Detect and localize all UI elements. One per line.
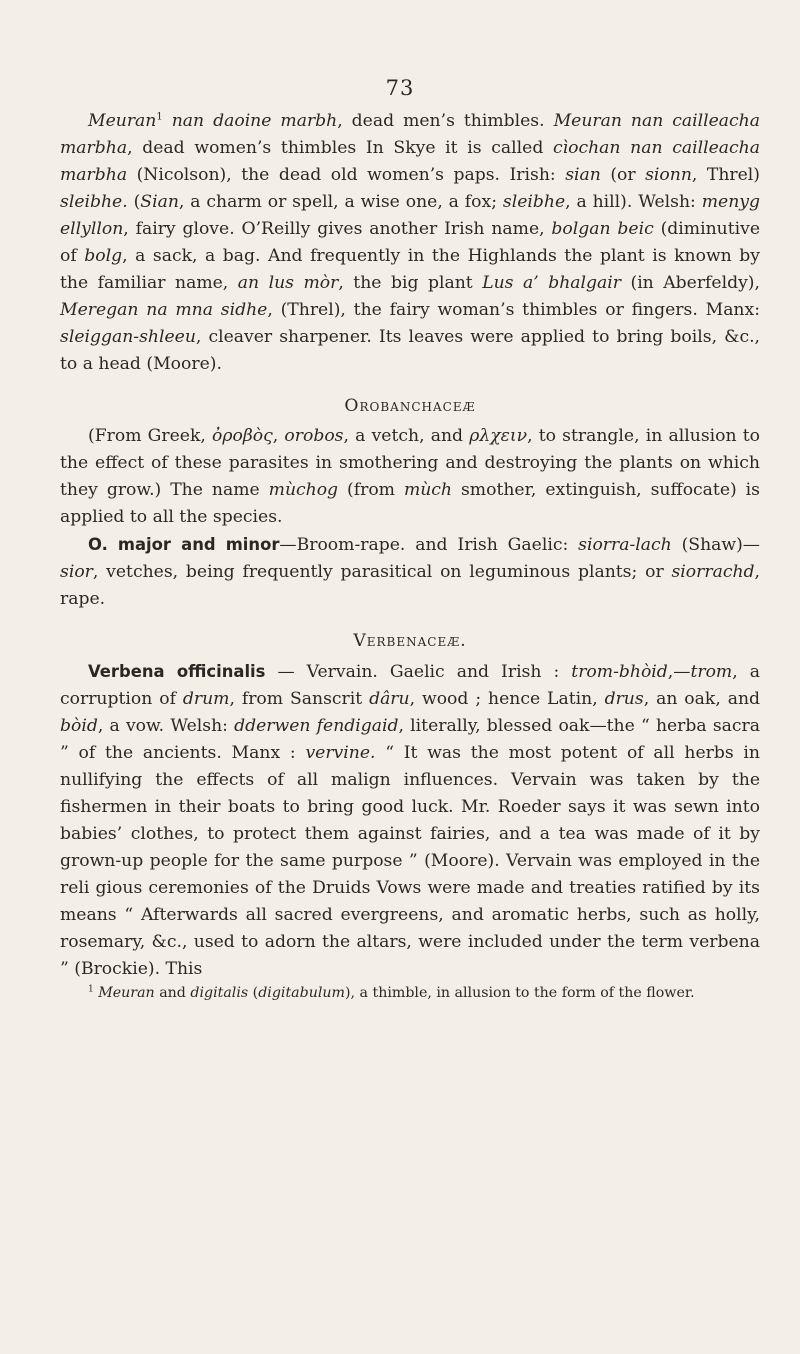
text-run: ,— bbox=[667, 662, 691, 682]
italic-term: Sian bbox=[140, 192, 179, 212]
italic-term: vervine. bbox=[305, 743, 376, 763]
text-run: (in Aberfeldy), bbox=[620, 273, 760, 293]
italic-term: cìochan nan cailleacha marbha bbox=[60, 138, 760, 185]
species-name: O. major and minor bbox=[88, 535, 280, 554]
text-run: , the big plant bbox=[338, 273, 483, 293]
paragraph-orobanche-species bbox=[60, 531, 760, 613]
italic-term: trom bbox=[690, 662, 733, 682]
text-run: smother, extinguish, suffocate) is applied to all the species. bbox=[60, 480, 760, 527]
italic-term: Meuran nan cailleacha marbha bbox=[60, 111, 760, 158]
text-run: , Threl) bbox=[691, 165, 760, 185]
italic-term: drum bbox=[182, 689, 230, 709]
text-run: ), a thimble, in allusion to the form of the flower. bbox=[344, 985, 695, 1001]
page-number: 73 bbox=[385, 76, 415, 100]
italic-term: siorrachd bbox=[671, 562, 755, 582]
text-run: , fairy glove. O’Reilly gives another Irish name, bbox=[123, 219, 552, 239]
text-run: (or bbox=[600, 165, 646, 185]
section-heading-verbenaceae: Verbenaceæ. bbox=[353, 631, 467, 651]
text-run bbox=[163, 111, 172, 131]
text-run: , cleaver sharpener. Its leaves were applied to bring boils, &c., to a head (Moore). bbox=[60, 327, 760, 374]
text-run: , bbox=[272, 426, 285, 446]
text-run: , literally, blessed oak—the “ herba sacra ” of the ancients. Manx : bbox=[60, 716, 760, 763]
text-run: , from Sanscrit bbox=[229, 689, 370, 709]
italic-term: digitalis bbox=[190, 985, 249, 1001]
italic-term: mùch bbox=[403, 480, 453, 500]
paragraph-orobanchaceae-etymology bbox=[60, 423, 760, 531]
footnote-marker: 1 bbox=[156, 111, 163, 123]
italic-term: Meuran bbox=[88, 111, 157, 131]
text-run: , a vetch, and bbox=[343, 426, 470, 446]
text-run: , dead men’s thimbles. bbox=[337, 111, 554, 131]
italic-term: nan daoine marbh bbox=[171, 111, 338, 131]
italic-term: bolgan beic bbox=[551, 219, 654, 239]
text-run: , a hill). Welsh: bbox=[565, 192, 702, 212]
body-text bbox=[60, 108, 760, 1004]
text-run: , a charm or spell, a wise one, a fox; bbox=[178, 192, 503, 212]
italic-term: an lus mòr bbox=[237, 273, 339, 293]
text-run: (Nicolson), the dead old women’s paps. Irish: bbox=[127, 165, 566, 185]
text-run: — Vervain. Gaelic and Irish : bbox=[265, 662, 572, 682]
italic-term: Lus a’ bhalgair bbox=[482, 273, 621, 293]
italic-term: dâru bbox=[369, 689, 410, 709]
text-run: , a vow. Welsh: bbox=[97, 716, 235, 736]
italic-term: sleibhe. bbox=[60, 192, 128, 212]
italic-term: menyg ellyllon bbox=[60, 192, 760, 239]
paragraph-foxglove-names bbox=[60, 108, 760, 378]
italic-term: drus bbox=[604, 689, 644, 709]
text-run: , to strangle, in allusion to the effect of these parasites in smothering and destroying the plants on which they grow.) The name bbox=[60, 426, 760, 500]
footnote bbox=[60, 983, 760, 1004]
italic-term: Meregan na mna sidhe bbox=[60, 300, 268, 320]
italic-term: siorra-lach bbox=[578, 535, 672, 555]
italic-term: sionn bbox=[645, 165, 692, 185]
paragraph-verbena-officinalis bbox=[60, 658, 760, 983]
italic-term: bòid bbox=[60, 716, 98, 736]
italic-term: mùchog bbox=[268, 480, 339, 500]
text-run: —Broom-rape. and Irish Gaelic: bbox=[279, 535, 579, 555]
text-run: (Shaw)— bbox=[671, 535, 760, 555]
text-run: and bbox=[154, 985, 191, 1001]
italic-term: trom-bhòid bbox=[571, 662, 668, 682]
text-run: , dead women’s thimbles In Skye it is called bbox=[127, 138, 554, 158]
italic-term: ρλχειν bbox=[469, 426, 528, 446]
italic-term: sleiggan-shleeu bbox=[60, 327, 196, 347]
italic-term: sian bbox=[565, 165, 601, 185]
text-run: , rape. bbox=[60, 562, 760, 609]
text-run: , a corruption of bbox=[60, 662, 760, 709]
footnote-marker: 1 bbox=[88, 984, 94, 995]
text-run: “ It was the most potent of all herbs in nullifying the effects of all malign influences. Vervain was taken by the fishermen in their boats to bring good luck. Mr. Roeder says it was sewn into babies’ clothes, to protect them against fairies, and a tea was made of it by grown-up people for the same purpose ” (Moore). Vervain was employed in the reli gious ceremonies of the Druids Vows were made and treaties ratified by its means “ Afterwards all sacred evergreens, and aromatic herbs, such as holly, rosemary, &c., used to adorn the altars, were included under the term verbena ” (Brockie). This bbox=[60, 743, 760, 979]
text-run: , vetches, being frequently parasitical on leguminous plants; or bbox=[92, 562, 672, 582]
text-run: (from bbox=[338, 480, 404, 500]
text-run: , wood ; hence Latin, bbox=[409, 689, 605, 709]
italic-term: orobos bbox=[284, 426, 344, 446]
italic-term: digitabulum bbox=[258, 985, 345, 1001]
italic-term: bolg bbox=[84, 246, 123, 266]
italic-term: ὀροβὸς bbox=[212, 426, 273, 446]
text-run: ( bbox=[127, 192, 141, 212]
text-run: , a sack, a bag. And frequently in the Highlands the plant is known by the familiar name, bbox=[60, 246, 760, 293]
text-run: (From Greek, bbox=[88, 426, 213, 446]
italic-term: dderwen fendigaid bbox=[234, 716, 399, 736]
italic-term: sior bbox=[60, 562, 93, 582]
text-run: , (Threl), the fairy woman’s thimbles or fingers. Manx: bbox=[267, 300, 760, 320]
species-name: Verbena officinalis bbox=[88, 662, 266, 681]
section-heading-orobanchaceae: Orobanchaceæ bbox=[344, 396, 476, 416]
text-run: (diminutive of bbox=[60, 219, 760, 266]
text-run: ( bbox=[248, 985, 259, 1001]
text-run: , an oak, and bbox=[643, 689, 761, 709]
italic-term: Meuran bbox=[98, 985, 155, 1001]
italic-term: sleibhe bbox=[502, 192, 566, 212]
